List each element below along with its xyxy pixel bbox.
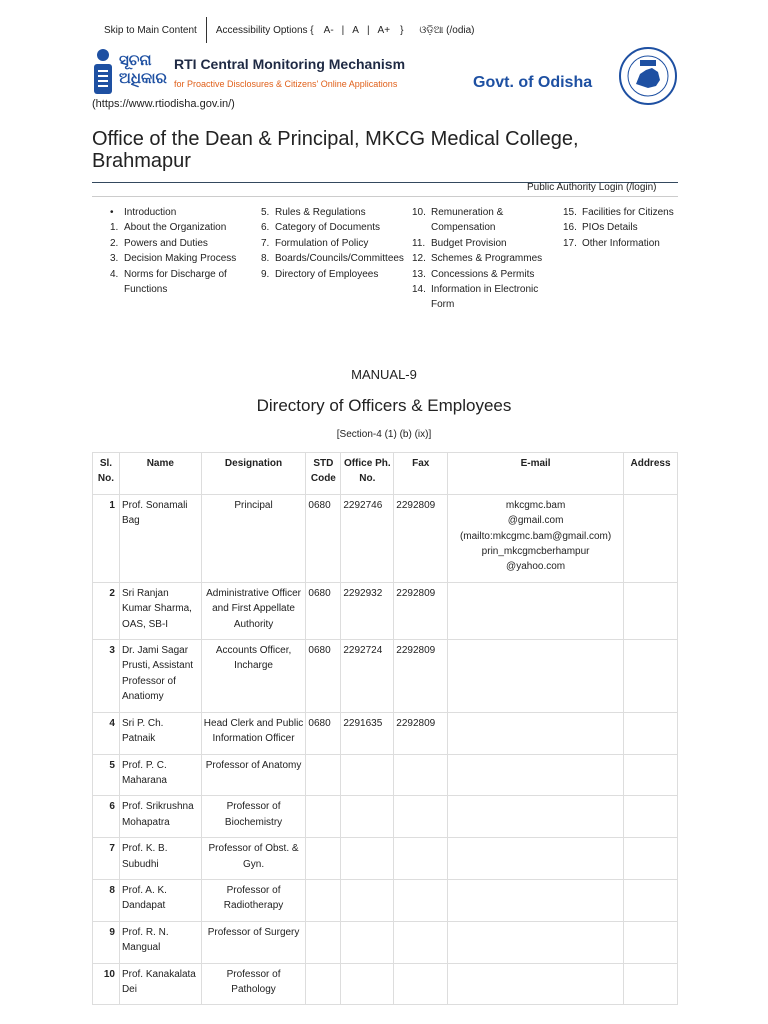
govt-odisha-label: Govt. of Odisha [473, 74, 593, 91]
table-row [93, 582, 678, 639]
table-row [93, 838, 678, 880]
toc-item-label[interactable]: Remuneration & Compensation [431, 207, 504, 234]
toc-item-label[interactable]: Rules & Regulations [275, 207, 366, 218]
cell-email [448, 879, 624, 921]
cell-sl: 6 [93, 796, 120, 838]
cell-designation: Head Clerk and Public Information Officer [201, 712, 306, 754]
cell-phone: 2291635 [341, 712, 394, 754]
toc-item-number: 14. [412, 284, 426, 296]
page-title: Office of the Dean & Principal, MKCG Medical College, Brahmapur [92, 128, 579, 172]
table-row [93, 963, 678, 1005]
toc-item-label[interactable]: Boards/Councils/Committees [275, 253, 404, 265]
toc-item-label[interactable]: Directory of Employees [275, 268, 379, 280]
toc-item-label[interactable]: Concessions & Permits [431, 268, 535, 280]
cell-phone [341, 963, 394, 1005]
cell-address [624, 494, 678, 582]
cell-sl: 1 [93, 494, 120, 582]
directory-table [92, 452, 678, 1005]
toc-item-label[interactable]: Information in Electronic Form [431, 284, 539, 311]
cell-name: Prof. Kanakalata Dei [119, 963, 201, 1005]
public-authority-login-link[interactable]: Public Authority Login (/login) [527, 182, 657, 193]
column-header: Office Ph. No. [341, 453, 394, 495]
toc-column [261, 205, 412, 313]
toc-item-number: 8. [261, 253, 270, 265]
rti-title: RTI Central Monitoring Mechanism [174, 56, 406, 72]
cell-fax [394, 879, 448, 921]
separator: | [366, 24, 370, 36]
separator: | [341, 24, 345, 36]
cell-phone: 2292724 [341, 640, 394, 713]
cell-std: 0680 [306, 494, 341, 582]
accessibility-label: Accessibility Options { [215, 24, 314, 36]
cell-email [448, 754, 624, 796]
cell-address [624, 963, 678, 1005]
toc-item[interactable] [563, 220, 714, 235]
toc-item-label[interactable]: Powers and Duties [124, 237, 208, 249]
site-url-link[interactable]: (https://www.rtiodisha.gov.in/) [92, 98, 235, 110]
cell-sl: 8 [93, 879, 120, 921]
cell-address [624, 640, 678, 713]
column-header: Name [119, 453, 201, 495]
toc-item-label[interactable]: Decision Making Process [124, 253, 237, 265]
font-normal-button[interactable]: A [352, 24, 359, 36]
toc-item-label[interactable]: Introduction [124, 207, 177, 218]
cell-designation: Principal [201, 494, 306, 582]
toc-item[interactable] [412, 205, 563, 236]
cell-name: Prof. Sonamali Bag [119, 494, 201, 582]
toc-item-number: 7. [261, 237, 270, 249]
cell-email [448, 582, 624, 639]
cell-fax [394, 921, 448, 963]
accessibility-close-brace: } [400, 24, 404, 36]
toc-item-number: 11. [412, 237, 426, 249]
cell-sl: 10 [93, 963, 120, 1005]
cell-designation: Professor of Radiotherapy [201, 879, 306, 921]
table-row [93, 879, 678, 921]
cell-phone [341, 796, 394, 838]
table-row [93, 754, 678, 796]
toc-column [563, 205, 714, 313]
cell-designation: Professor of Surgery [201, 921, 306, 963]
cell-fax [394, 963, 448, 1005]
cell-std [306, 879, 341, 921]
toc-column [110, 205, 261, 313]
cell-name: Dr. Jami Sagar Prusti, Assistant Professor of Anatiomy [119, 640, 201, 713]
rti-logo[interactable] [92, 48, 442, 96]
manual-navigation [110, 205, 714, 313]
table-row [93, 921, 678, 963]
cell-std: 0680 [306, 712, 341, 754]
toc-item[interactable] [412, 236, 563, 251]
toc-item[interactable] [261, 205, 412, 220]
toc-item-label[interactable]: Other Information [582, 237, 660, 249]
font-increase-button[interactable]: A+ [377, 24, 391, 36]
toc-item-label[interactable]: Facilities for Citizens [582, 207, 674, 218]
toc-item-number: 6. [261, 222, 270, 234]
column-header: Address [624, 453, 678, 495]
toc-item-number: 1. [110, 222, 119, 234]
toc-item[interactable] [110, 236, 261, 251]
cell-fax: 2292809 [394, 640, 448, 713]
table-header-row [93, 453, 678, 495]
cell-std [306, 754, 341, 796]
toc-item-label[interactable]: Budget Provision [431, 237, 507, 249]
column-header: STD Code [306, 453, 341, 495]
cell-std [306, 963, 341, 1005]
toc-item-number: 10. [412, 207, 426, 218]
toc-item-number: 3. [110, 253, 119, 265]
cell-name: Prof. A. K. Dandapat [119, 879, 201, 921]
cell-name: Prof. K. B. Subudhi [119, 838, 201, 880]
cell-address [624, 712, 678, 754]
toc-item-number: 9. [261, 268, 270, 280]
cell-name: Prof. P. C. Maharana [119, 754, 201, 796]
skip-to-main-link[interactable]: Skip to Main Content [92, 17, 207, 43]
cell-phone [341, 838, 394, 880]
toc-item-number: 16. [563, 222, 577, 234]
cell-fax [394, 754, 448, 796]
accessibility-options [207, 25, 475, 36]
directory-heading: Directory of Officers & Employees [256, 396, 512, 415]
toc-item-number: 13. [412, 268, 426, 280]
rti-odia-text: ସୂଚନା ଅଧିକାର [119, 52, 167, 87]
font-decrease-button[interactable]: A- [323, 24, 334, 36]
column-header: Fax [394, 453, 448, 495]
column-header: Sl. No. [93, 453, 120, 495]
toc-item-number: 4. [110, 268, 119, 280]
cell-email[interactable]: mkcgmc.bam @gmail.com (mailto:mkcgmc.bam@gmail.com) prin_mkcgmcberhampur @yahoo.com [448, 494, 624, 582]
cell-name: Sri Ranjan Kumar Sharma, OAS, SB-I [119, 582, 201, 639]
toc-item[interactable] [261, 236, 412, 251]
cell-std [306, 921, 341, 963]
cell-email [448, 838, 624, 880]
toc-item-label[interactable]: Schemes & Programmes [431, 253, 543, 265]
info-person-icon [92, 48, 114, 96]
cell-name: Prof. Srikrushna Mohapatra [119, 796, 201, 838]
cell-designation: Administrative Officer and First Appellate Authority [201, 582, 306, 639]
cell-designation: Professor of Biochemistry [201, 796, 306, 838]
table-row [93, 494, 678, 582]
toc-item-number: 12. [412, 253, 426, 265]
cell-designation: Accounts Officer, Incharge [201, 640, 306, 713]
toc-column [412, 205, 563, 313]
cell-fax [394, 838, 448, 880]
toc-item[interactable] [110, 205, 261, 220]
toc-item[interactable] [412, 251, 563, 266]
toc-item[interactable] [412, 282, 563, 313]
cell-email [448, 921, 624, 963]
cell-phone: 2292932 [341, 582, 394, 639]
cell-address [624, 582, 678, 639]
cell-address [624, 921, 678, 963]
cell-email [448, 640, 624, 713]
cell-sl: 3 [93, 640, 120, 713]
cell-fax [394, 796, 448, 838]
cell-address [624, 796, 678, 838]
cell-std: 0680 [306, 640, 341, 713]
cell-phone [341, 921, 394, 963]
cell-designation: Professor of Pathology [201, 963, 306, 1005]
toc-item[interactable] [110, 220, 261, 235]
table-row [93, 796, 678, 838]
toc-item-label[interactable]: Norms for Discharge of Functions [124, 268, 227, 296]
cell-address [624, 879, 678, 921]
cell-name: Sri P. Ch. Patnaik [119, 712, 201, 754]
toc-item[interactable] [261, 220, 412, 235]
table-row [93, 640, 678, 713]
toc-item-label[interactable]: Formulation of Policy [275, 237, 369, 249]
manual-label: MANUAL-9 [351, 367, 417, 382]
cell-address [624, 754, 678, 796]
cell-sl: 2 [93, 582, 120, 639]
cell-fax: 2292809 [394, 712, 448, 754]
section-reference: [Section-4 (1) (b) (ix)] [336, 429, 432, 440]
toc-item[interactable] [110, 251, 261, 266]
cell-email [448, 796, 624, 838]
rti-subtitle: for Proactive Disclosures & Citizens' Online Applications [174, 79, 398, 89]
cell-name: Prof. R. N. Mangual [119, 921, 201, 963]
toc-item-number: 2. [110, 237, 119, 249]
cell-designation: Professor of Obst. & Gyn. [201, 838, 306, 880]
toc-item-label[interactable]: About the Organization [124, 222, 227, 234]
odia-language-link[interactable]: ଓଡ଼ିଆ (/odia) [419, 24, 475, 36]
cell-phone [341, 754, 394, 796]
cell-sl: 7 [93, 838, 120, 880]
toc-item-label[interactable]: Category of Documents [275, 222, 381, 234]
odisha-seal-icon [618, 46, 678, 106]
cell-phone [341, 879, 394, 921]
login-divider [92, 196, 678, 197]
cell-std [306, 838, 341, 880]
cell-designation: Professor of Anatomy [201, 754, 306, 796]
cell-sl: 5 [93, 754, 120, 796]
toc-item[interactable] [110, 267, 261, 298]
toc-item-label[interactable]: PIOs Details [582, 222, 638, 234]
column-header: Designation [201, 453, 306, 495]
top-bar [92, 17, 475, 43]
cell-email [448, 712, 624, 754]
toc-item-number: 5. [261, 207, 270, 218]
cell-phone: 2292746 [341, 494, 394, 582]
cell-fax: 2292809 [394, 582, 448, 639]
cell-address [624, 838, 678, 880]
cell-std [306, 796, 341, 838]
cell-std: 0680 [306, 582, 341, 639]
toc-item-number: 17. [563, 237, 577, 249]
toc-item[interactable] [563, 205, 714, 220]
toc-item[interactable] [412, 267, 563, 282]
cell-sl: 9 [93, 921, 120, 963]
cell-fax: 2292809 [394, 494, 448, 582]
table-row [93, 712, 678, 754]
column-header: E-mail [448, 453, 624, 495]
toc-item-number: 15. [563, 207, 577, 218]
toc-item[interactable] [563, 236, 714, 251]
cell-email [448, 963, 624, 1005]
toc-item[interactable] [261, 251, 412, 266]
toc-item-number: • [110, 207, 114, 218]
toc-item[interactable] [261, 267, 412, 282]
cell-sl: 4 [93, 712, 120, 754]
